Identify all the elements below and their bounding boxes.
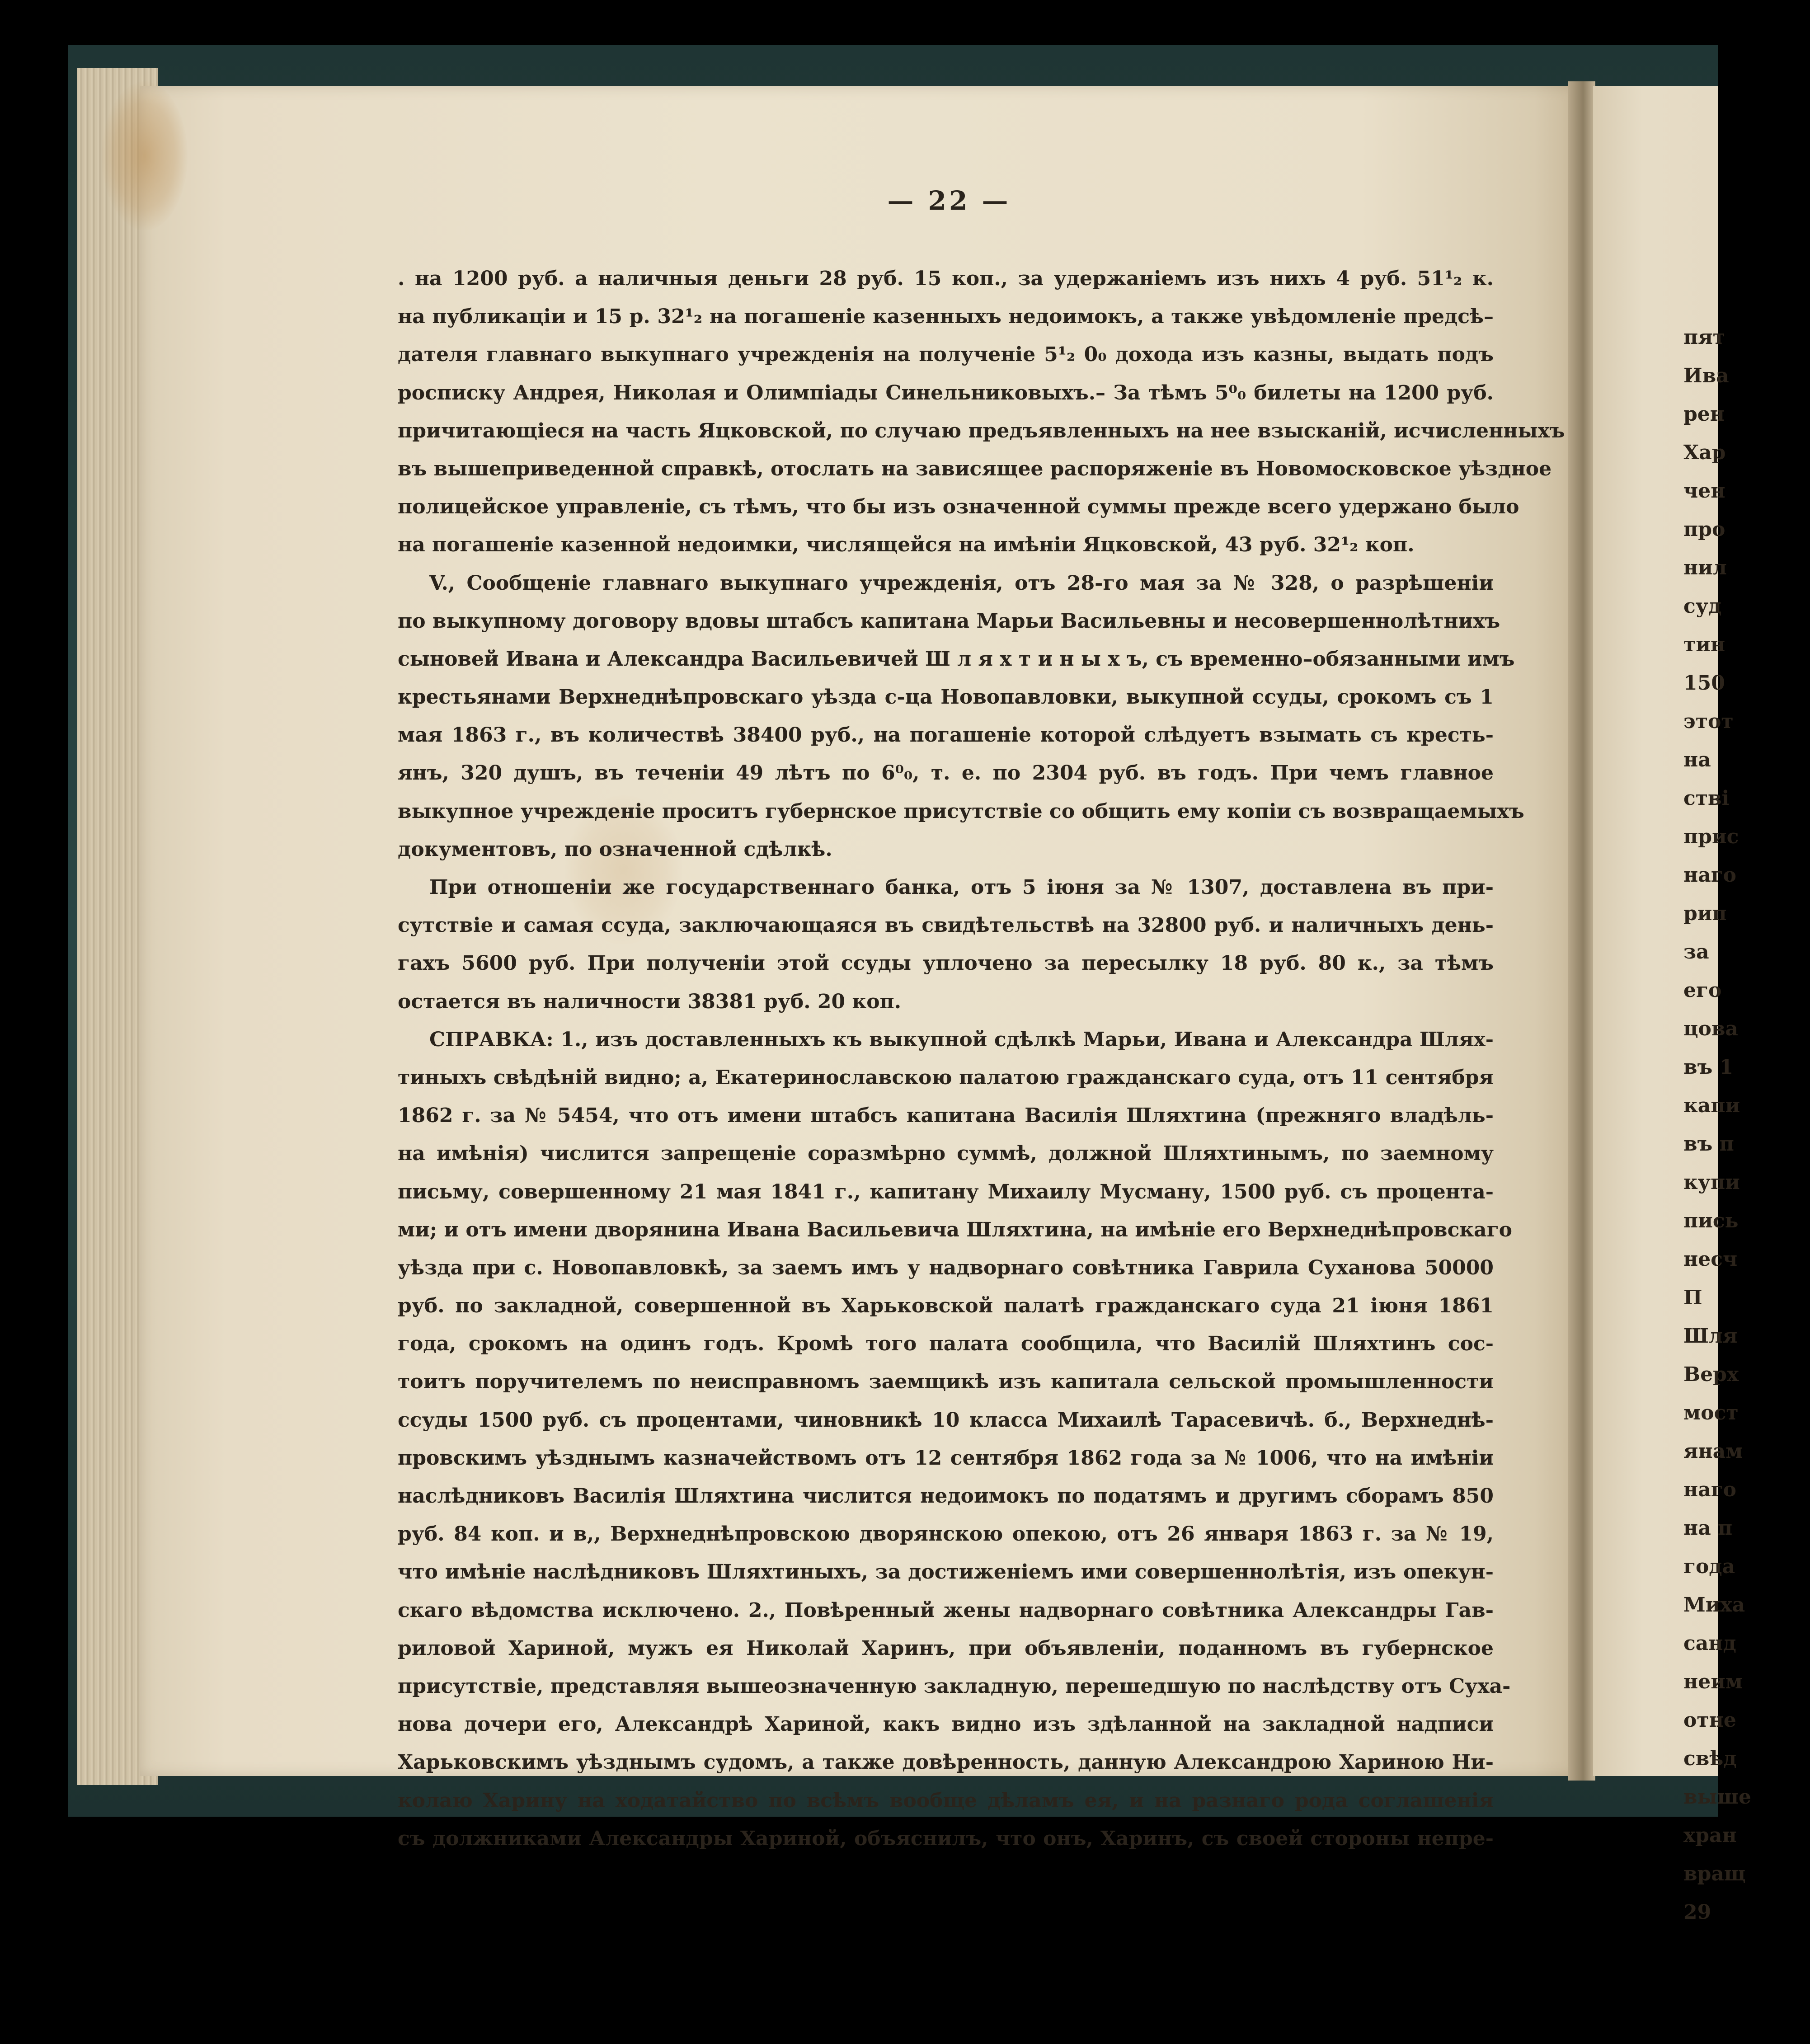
next-page-line: купи — [1683, 1171, 1740, 1194]
text-line: тиныхъ свѣдѣнiй видно; а, Екатеринославскою палатою гражданскаго суда, отъ 11 сентября — [398, 1066, 1494, 1089]
text-line: ми; и отъ имени дворянина Ивана Васильевича Шляхтина, на имѣнiе его Верхнеднѣпровскаго — [398, 1218, 1512, 1241]
next-page-line: прис — [1683, 825, 1739, 848]
text-line: крестьянами Верхнеднѣпровскаго уѣзда с-ца Новопавловки, выкупной ссуды, срокомъ съ 1 — [398, 686, 1494, 709]
next-page-line: цова — [1683, 1017, 1738, 1040]
text-line: дателя главнаго выкупнаго учрежденiя на полученiе 5¹₂ 0₀ дохода изъ казны, выдать подъ — [398, 343, 1494, 367]
text-line: остается въ наличности 38381 руб. 20 коп. — [398, 990, 902, 1013]
next-page-line: ствi — [1683, 787, 1730, 810]
next-page-line: 29 — [1683, 1901, 1711, 1924]
next-page-line: въ 1 — [1683, 1056, 1734, 1079]
text-line: провскимъ уѣзднымъ казначействомъ отъ 12 сентября 1862 года за № 1006, что на имѣнiи — [398, 1446, 1494, 1470]
next-page-line: суд — [1683, 595, 1722, 618]
text-line: ссуды 1500 руб. съ процентами, чиновникѣ 10 класса Михаилѣ Тарасевичѣ. б., Верхнеднѣ- — [398, 1408, 1494, 1432]
next-page-line: пись — [1683, 1209, 1739, 1232]
text-line: на публикацiи и 15 р. 32¹₂ на погашенiе казенныхъ недоимокъ, а также увѣдомленiе предсѣ– — [398, 305, 1494, 329]
next-page-line: янам — [1683, 1440, 1743, 1463]
next-page-line: рип — [1683, 902, 1727, 925]
text-line: письму, совершенному 21 мая 1841 г., капитану Михаилу Мусману, 1500 руб. съ процента- — [398, 1180, 1494, 1203]
text-line: При отношенiи же государственнаго банка, отъ 5 iюня за № 1307, доставлена въ при- — [429, 876, 1494, 899]
next-page-line: капи — [1683, 1094, 1740, 1117]
text-line: въ вышеприведенной справкѣ, отослать на зависящее распоряженiе въ Новомосковское уѣздное — [398, 457, 1552, 480]
text-line: нова дочери его, Александрѣ Хариной, какъ видно изъ здѣланной на закладной надписи — [398, 1713, 1494, 1736]
text-line: мая 1863 г., въ количествѣ 38400 руб., на погашенiе которой слѣдуетъ взымать съ кресть- — [398, 724, 1494, 747]
next-page-line: мост — [1683, 1401, 1739, 1424]
next-page-line: санд — [1683, 1632, 1736, 1655]
text-line: V., Сообщенiе главнаго выкупнаго учрежденiя, отъ 28-го мая за № 328, о разрѣшенiи — [429, 571, 1494, 595]
next-page-line: Шля — [1683, 1325, 1738, 1348]
book-gutter — [1568, 81, 1595, 1781]
next-page-line: Миха — [1683, 1593, 1745, 1616]
next-page-line: за — [1683, 940, 1709, 963]
next-page-line: въ п — [1683, 1132, 1734, 1156]
next-page-line: наго — [1683, 1478, 1737, 1501]
text-line: съ должниками Александры Хариной, объяснилъ, что онъ, Харинъ, съ своей стороны непре- — [398, 1827, 1494, 1850]
text-line: на погашенiе казенной недоимки, числящейся на имѣнiи Яцковской, 43 руб. 32¹₂ коп. — [398, 533, 1415, 557]
text-line: сутствiе и самая ссуда, заключающаяся въ свидѣтельствѣ на 32800 руб. и наличныхъ день- — [398, 914, 1494, 937]
next-page-line: его — [1683, 979, 1722, 1002]
text-line: СПРАВКА: 1., изъ доставленныхъ къ выкупной сдѣлкѣ Марьи, Ивана и Александра Шлях- — [429, 1028, 1494, 1051]
text-line: тоитъ поручителемъ по неисправномъ заемщикѣ изъ капитала сельской промышленности — [398, 1370, 1494, 1394]
next-page-line: на п — [1683, 1517, 1733, 1540]
next-page-line: вращ — [1683, 1862, 1746, 1885]
next-page-line: рен — [1683, 403, 1725, 426]
next-page-line: пят — [1683, 326, 1725, 349]
body-text — [398, 260, 1565, 1858]
next-page-line: тин — [1683, 633, 1725, 656]
text-line: . на 1200 руб. а наличныя деньги 28 руб. 15 коп., за удержанiемъ изъ нихъ 4 руб. 51¹₂ к. — [398, 267, 1494, 290]
next-page-line: Верх — [1683, 1363, 1739, 1386]
text-line: сыновей Ивана и Александра Васильевичей Ш л я х т и н ы х ъ, съ временно–обязанными имъ — [398, 647, 1515, 671]
next-page-line: года — [1683, 1555, 1735, 1578]
next-page-line: выше — [1683, 1786, 1751, 1809]
next-page-line: П — [1683, 1286, 1702, 1309]
next-page-line: несч — [1683, 1248, 1738, 1271]
next-page-line: хран — [1683, 1824, 1737, 1847]
text-line: наслѣдниковъ Василiя Шляхтина числится недоимокъ по податямъ и другимъ сборамъ 850 — [398, 1485, 1494, 1508]
text-line: на имѣнiя) числится запрещенiе соразмѣрно суммѣ, должной Шляхтинымъ, по заемному — [398, 1142, 1494, 1165]
text-line: 1862 г. за № 5454, что отъ имени штабсъ капитана Василiя Шляхтина (прежняго владѣль- — [398, 1104, 1494, 1128]
text-line: года, срокомъ на одинъ годъ. Кромѣ того палата сообщила, что Василiй Шляхтинъ сос- — [398, 1332, 1494, 1356]
text-line: колаю Харину на ходатайство по всѣмъ вообще дѣламъ ея, и на разнаго рода соглашенiя — [398, 1789, 1494, 1812]
next-page-line: неим — [1683, 1670, 1743, 1693]
next-page-line: отне — [1683, 1709, 1736, 1732]
text-line: руб. 84 коп. и в,, Верхнеднѣпровскою дворянскою опекою, отъ 26 января 1863 г. за № 19, — [398, 1522, 1494, 1546]
text-line: руб. по закладной, совершенной въ Харьковской палатѣ гражданскаго суда 21 iюня 1861 — [398, 1294, 1494, 1318]
next-page-line: 150 — [1683, 672, 1725, 695]
text-line: скаго вѣдомства исключено. 2., Повѣренный жены надворнаго совѣтника Александры Гав- — [398, 1598, 1494, 1622]
text-line: полицейское управленiе, съ тѣмъ, что бы изъ означенной суммы прежде всего удержано было — [398, 495, 1519, 519]
next-page-line: Ива — [1683, 364, 1729, 387]
next-page-line: чен — [1683, 479, 1725, 503]
next-page-line: Хар — [1683, 441, 1726, 464]
text-line: риловой Хариной, мужъ ея Николай Харинъ, при объявленiи, поданномъ въ губернское — [398, 1636, 1494, 1660]
next-page-line: этот — [1683, 710, 1734, 733]
text-line: что имѣнiе наслѣдниковъ Шляхтиныхъ, за достиженiемъ ими совершеннолѣтiя, изъ опекун- — [398, 1560, 1494, 1584]
next-page-line: про — [1683, 518, 1725, 541]
next-page-line: на — [1683, 748, 1711, 771]
text-line: росписку Андрея, Николая и Олимпiады Синельниковыхъ.– За тѣмъ 5⁰₀ билеты на 1200 руб. — [398, 381, 1494, 404]
next-page-line: свѣд — [1683, 1747, 1737, 1770]
text-line: выкупное учрежденiе проситъ губернское присутствiе со общить ему копiи съ возвращаемыхъ — [398, 799, 1524, 823]
text-line: гахъ 5600 руб. При полученiи этой ссуды уплочено за пересылку 18 руб. 80 к., за тѣмъ — [398, 952, 1494, 975]
paper-stain — [102, 81, 188, 230]
page-number: — 22 — — [887, 185, 1011, 216]
text-line: документовъ, по означенной сдѣлкѣ. — [398, 837, 832, 861]
text-line: Харьковскимъ уѣзднымъ судомъ, а также довѣренность, данную Александрою Хариною Ни- — [398, 1751, 1494, 1774]
text-line: уѣзда при с. Новопавловкѣ, за заемъ имъ у надворнаго совѣтника Гаврила Суханова 50000 — [398, 1256, 1494, 1279]
text-line: янъ, 320 душъ, въ теченiи 49 лѣтъ по 6⁰₀, т. е. по 2304 руб. въ годъ. При чемъ главное — [398, 761, 1494, 785]
text-line: причитающiеся на часть Яцковской, по случаю предъявленныхъ на нее взысканiй, исчисленныхъ — [398, 419, 1565, 442]
text-line: присутствiе, представляя вышеозначенную закладную, перешедшую по наслѣдству отъ Суха- — [398, 1674, 1511, 1698]
next-page-line: наго — [1683, 864, 1737, 887]
next-page-line: нил — [1683, 556, 1727, 579]
next-page — [1593, 86, 1751, 1924]
text-line: по выкупному договору вдовы штабсъ капитана Марьи Васильевны и несовершеннолѣтнихъ — [398, 609, 1500, 633]
